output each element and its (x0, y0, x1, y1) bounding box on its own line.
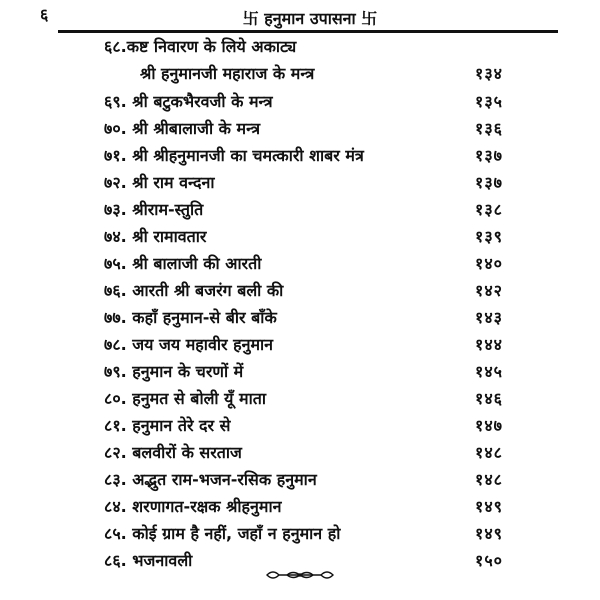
toc-row (0, 521, 600, 547)
toc-entry-page: १४८ (475, 470, 503, 489)
toc-row (0, 494, 600, 520)
toc-entry-page: १४५ (475, 362, 503, 381)
toc-entry-title: ८०. हनुमत से बोली यूँ माता (104, 389, 266, 408)
toc-entry-page: १३६ (475, 119, 503, 138)
page-number: ६ (40, 5, 49, 24)
toc-row (0, 413, 600, 439)
toc-entry-title: ७८. जय जय महावीर हनुमान (104, 335, 274, 354)
toc-entry-title: ७४. श्री रामावतार (104, 227, 207, 246)
toc-row (0, 143, 600, 169)
toc-entry-page: १३९ (475, 227, 503, 246)
toc-entry-title: ८२. बलवीरों के सरताज (104, 443, 242, 462)
toc-entry-title: ७६. आरती श्री बजरंग बली की (104, 281, 284, 300)
toc-row (0, 440, 600, 466)
header-rule (58, 30, 558, 33)
toc-entry-page: १३७ (475, 146, 503, 165)
toc-entry-page: १३८ (475, 200, 503, 219)
toc-entry-title: श्री हनुमानजी महाराज के मन्त्र (140, 64, 315, 83)
toc-row (0, 170, 600, 196)
toc-entry-page: १४३ (475, 308, 503, 327)
toc-entry-title: ६९. श्री बटुकभैरवजी के मन्त्र (104, 92, 273, 111)
toc-row (0, 278, 600, 304)
toc-row (0, 34, 600, 60)
toc-row (0, 197, 600, 223)
toc-entry-page: १३५ (475, 92, 503, 111)
toc-row (0, 61, 600, 87)
toc-entry-title: ८६. भजनावली (104, 551, 193, 570)
toc-row (0, 386, 600, 412)
toc-row (0, 251, 600, 277)
toc-entry-page: १४९ (475, 524, 503, 543)
toc-entry-title: ८५. कोई ग्राम है नहीं, जहाँ न हनुमान हो (104, 524, 341, 543)
toc-row (0, 116, 600, 142)
toc-entry-title: ६८.कष्ट निवारण के लिये अकाट्य (104, 37, 297, 56)
page-header (60, 4, 560, 30)
toc-entry-page: १३७ (475, 173, 503, 192)
running-title: 卐 हनुमान उपासना 卐 (242, 9, 378, 28)
toc-entry-title: ७३. श्रीराम-स्तुति (104, 200, 204, 219)
toc-entry-title: ७९. हनुमान के चरणों में (104, 362, 244, 381)
toc-entry-title: ८१. हनुमान तेरे दर से (104, 416, 231, 435)
ornament-divider (265, 568, 335, 582)
toc-entry-page: १४२ (475, 281, 503, 300)
toc-entry-page: १४० (475, 254, 503, 273)
toc-entry-page: १४४ (475, 335, 503, 354)
toc-entry-title: ७७. कहाँ हनुमान-से बीर बाँके (104, 308, 277, 327)
toc-entry-title: ८४. शरणागत-रक्षक श्रीहनुमान (104, 497, 282, 516)
toc-entry-page: १४७ (475, 416, 503, 435)
toc-row (0, 224, 600, 250)
toc-entry-title: ७२. श्री राम वन्दना (104, 173, 215, 192)
toc-entry-title: ८३. अद्भुत राम-भजन-रसिक हनुमान (104, 470, 317, 489)
toc-entry-page: १४९ (475, 497, 503, 516)
toc-entry-page: १४६ (475, 389, 503, 408)
toc-entry-title: ७०. श्री श्रीबालाजी के मन्त्र (104, 119, 261, 138)
toc-entry-page: १५० (475, 551, 503, 570)
toc-entry-title: ७१. श्री श्रीहनुमानजी का चमत्कारी शाबर मंत्र (104, 146, 364, 165)
toc-row (0, 332, 600, 358)
toc-entry-page: १४८ (475, 443, 503, 462)
toc-row (0, 359, 600, 385)
toc-row (0, 89, 600, 115)
toc-entry-page: १३४ (475, 64, 503, 83)
toc-entry-title: ७५. श्री बालाजी की आरती (104, 254, 262, 273)
toc-row (0, 305, 600, 331)
toc-row (0, 467, 600, 493)
